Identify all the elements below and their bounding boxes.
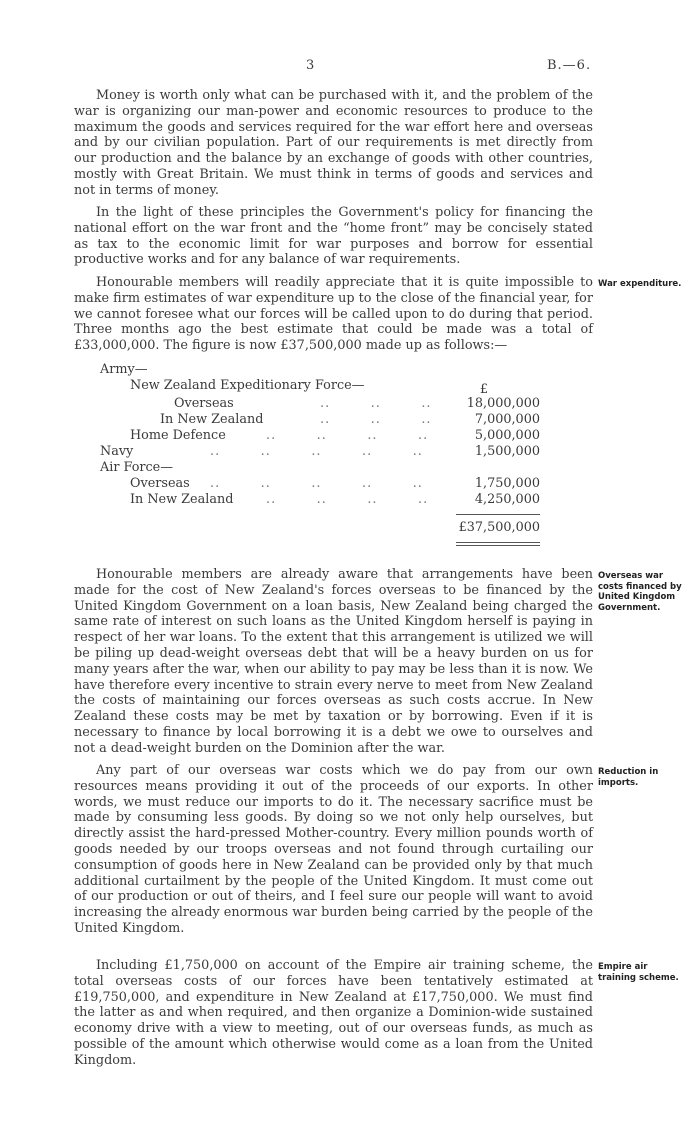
table-row [100,492,540,508]
paragraph-war-expenditure [74,275,593,354]
paragraph-empire-air [74,958,593,1069]
paragraph-overseas-costs [74,567,593,757]
paragraph-text: Honourable members are already aware that arrangements have been made for the cost of New Zealand's forces overseas to be financed by the United Kingdom Government on a loan basis, New Zealand being charged the same rate of interest on such loans as the United Kingdom herself is paying in respect of her war loans. To the extent that this arrangement is utilized we will be piling up dead-weight overseas debt that will be a heavy burden on us for many years after the war, when our ability to pay may be less than it is now. We have therefore every incentive to strain every nerve to meet from New Zealand the costs of maintaining our forces overseas as such costs accrue. In New Zealand these costs may be met by taxation or by borrowing. Even if it is necessary to finance by local borrowing it is a debt we owe to ourselves and not a dead-weight burden on the Dominion after the war. [74,567,593,756]
margin-note-empire-air: Empire air training scheme. [598,962,679,983]
paragraph-text: Honourable members will readily appreciate that it is quite impossible to make firm estimates of war expenditure up to the close of the financial year, for we cannot foresee what our forces will be called upon to do during that period. Three months ago the best estimate that could be made was a total of £33,000,000. The figure is now £37,500,000 made up as follows:— [74,275,593,354]
row-value: 1,750,000 [474,476,540,491]
row-label: Overseas [174,396,234,411]
row-label: Navy [100,444,134,459]
row-label: Air Force— [100,460,174,475]
table-row [100,476,540,492]
paragraph-text: In the light of these principles the Government's policy for financing the national effort on the war front and the “home front” may be concisely stated as tax to the economic limit for war purposes and borrow for essential productive works and for any balance of war requirements. [74,205,593,268]
leader-dots: .. .. .. .. [266,492,429,507]
table-row [100,428,540,444]
total-rule [456,514,540,515]
row-value: 7,000,000 [474,412,540,427]
page-number: 3 [306,58,315,73]
leader-dots: .. .. .. [320,412,432,427]
paragraph-reduction-imports [74,763,593,937]
leader-dots: .. .. .. .. [266,428,429,443]
total-value: £37,500,000 [458,520,540,535]
table-row [100,460,540,476]
paragraph-text: Any part of our overseas war costs which we do pay from our own resources means providing it out of the proceeds of our exports. In other words, we must reduce our imports to do it. The necessary sacrifice must be made by consuming less goods. By doing so we not only help ourselves, but directly assist the hard-pressed Mother-country. Every million pounds worth of goods needed by our troops overseas and not found through curtailing our consumption of goods here in New Zealand can be provided only by that much additional curtailment by the people of the United Kingdom. It must come out of our production or out of theirs, and I feel sure our people will want to avoid increasing the already enormous war burden being carried by the people of the United Kingdom. [74,763,593,936]
row-label: In New Zealand [130,492,234,507]
paragraph-text: Including £1,750,000 on account of the Empire air training scheme, the total overseas costs of our forces have been tentatively estimated at £19,750,000, and expenditure in New Zealand at £17,750,000. We must find the latter as and when required, and then organize a Dominion-wide sustained economy drive with a view to meeting, out of our overseas funds, as much as possible of the amount which otherwise would come as a loan from the United Kingdom. [74,958,593,1068]
total-double-rule [456,545,540,546]
margin-note-war-expenditure: War expenditure. [598,279,682,289]
leader-dots: .. .. .. [320,396,432,411]
paragraph-money [74,88,593,199]
row-value: 18,000,000 [466,396,540,411]
margin-note-overseas-costs: Overseas war costs financed by United Kingdom Government. [598,571,682,613]
row-label: In New Zealand [160,412,264,427]
table-row [100,396,540,412]
currency-symbol: £ [479,382,488,397]
table-row [100,412,540,428]
margin-note-reduction-imports: Reduction in imports. [598,767,659,788]
row-label: Army— [100,362,148,377]
row-label: New Zealand Expeditionary Force— [130,378,365,393]
table-row [100,362,540,378]
table-row [100,444,540,460]
table-total-row [100,520,540,536]
document-reference: B.—6. [547,58,592,73]
row-value: 1,500,000 [474,444,540,459]
total-double-rule [456,542,540,543]
leader-dots: .. .. .. .. .. [210,444,423,459]
row-value: 4,250,000 [474,492,540,507]
row-label: Home Defence [130,428,226,443]
row-label: Overseas [130,476,190,491]
paragraph-policy [74,205,593,268]
leader-dots: .. .. .. .. .. [210,476,423,491]
row-value: 5,000,000 [474,428,540,443]
paragraph-text: Money is worth only what can be purchased with it, and the problem of the war is organizing our man-power and economic resources to produce to the maximum the goods and services required for the war effort here and overseas and by our civilian population. Part of our requirements is met directly from our production and the balance by an exchange of goods with other countries, mostly with Great Britain. We must think in terms of goods and services and not in terms of money. [74,88,593,198]
